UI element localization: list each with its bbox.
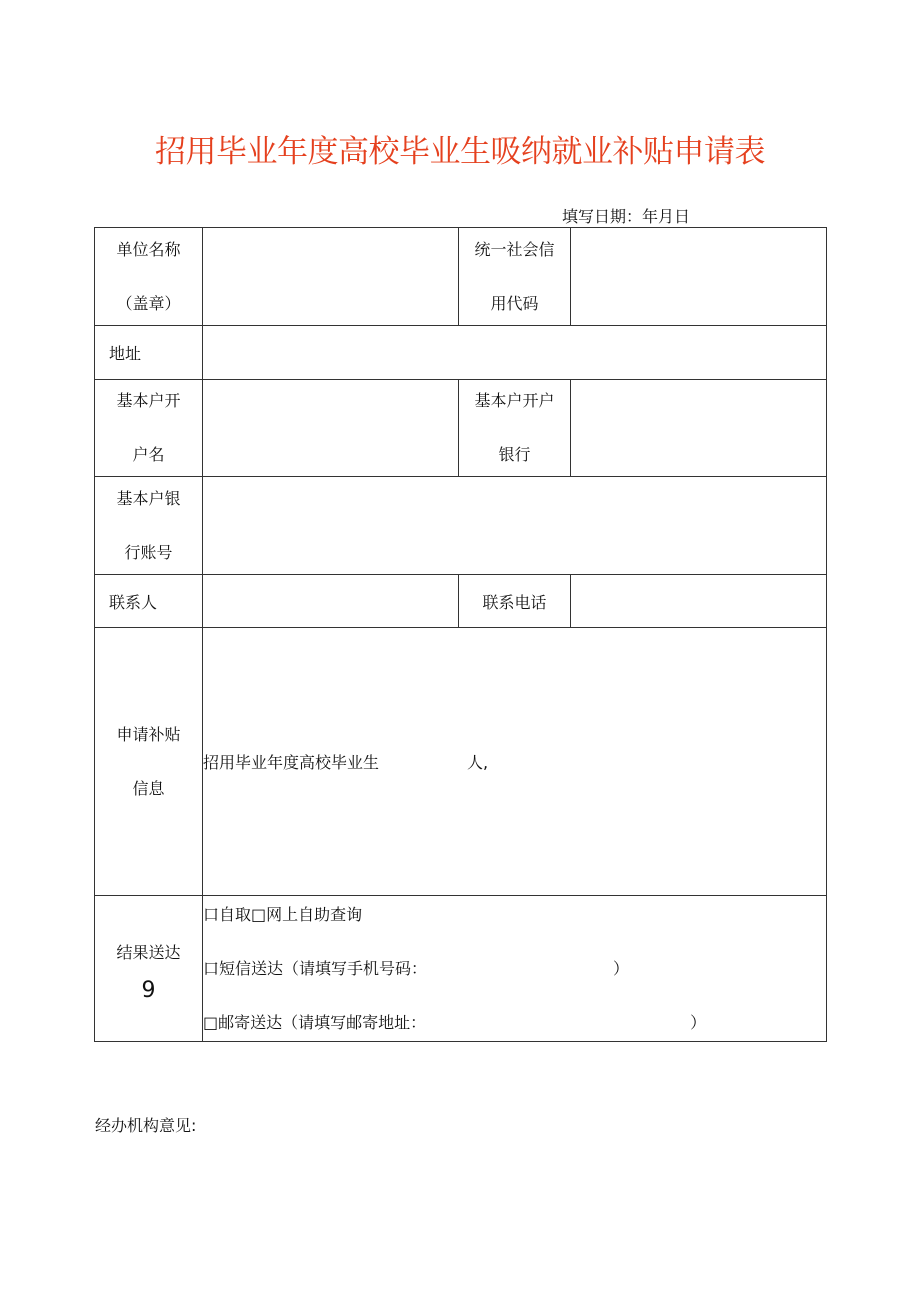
- credit-code-label: 统一社会信 用代码: [459, 228, 571, 326]
- delivery-options: [203, 896, 827, 1042]
- account-name-field[interactable]: [203, 380, 459, 477]
- row-unit-name: [95, 228, 827, 326]
- phone-field[interactable]: [571, 575, 827, 628]
- bank-label: 基本户开户 银行: [459, 380, 571, 477]
- address-label: 地址: [95, 326, 203, 380]
- unit-name-field[interactable]: [203, 228, 459, 326]
- row-subsidy: [95, 628, 827, 896]
- account-no-label: 基本户银 行账号: [95, 477, 203, 575]
- delivery-mark: 9: [141, 978, 156, 1003]
- delivery-label: 结果送达 9: [95, 896, 203, 1042]
- subsidy-label: 申请补贴 信息: [95, 628, 203, 896]
- credit-code-field[interactable]: [571, 228, 827, 326]
- agency-opinion-label: 经办机构意见:: [95, 1116, 197, 1135]
- row-contact: [95, 575, 827, 628]
- phone-label: 联系电话: [459, 575, 571, 628]
- unit-name-label: 单位名称 （盖章）: [95, 228, 203, 326]
- address-field[interactable]: [203, 326, 827, 380]
- bank-field[interactable]: [571, 380, 827, 477]
- row-address: [95, 326, 827, 380]
- account-no-field[interactable]: [203, 477, 827, 575]
- contact-label: 联系人: [95, 575, 203, 628]
- form-title: 招用毕业年度高校毕业生吸纳就业补贴申请表: [155, 134, 765, 170]
- contact-field[interactable]: [203, 575, 459, 628]
- row-delivery: [95, 896, 827, 1042]
- subsidy-field[interactable]: [203, 628, 827, 896]
- subsidy-text: 招用毕业年度高校毕业生: [203, 753, 380, 772]
- option-sms[interactable]: 口短信送达（请填写手机号码： ）: [203, 958, 630, 978]
- fill-date-label: 填写日期：年月日: [562, 207, 691, 226]
- row-account: [95, 380, 827, 477]
- subsidy-suffix: 人,: [467, 753, 489, 772]
- row-account-no: [95, 477, 827, 575]
- option-pickup-online[interactable]: 口自取□网上自助查询: [203, 904, 363, 924]
- application-form-table: [94, 227, 827, 1042]
- option-mail[interactable]: □邮寄送达（请填写邮寄地址： ）: [203, 1012, 707, 1032]
- account-name-label: 基本户开 户名: [95, 380, 203, 477]
